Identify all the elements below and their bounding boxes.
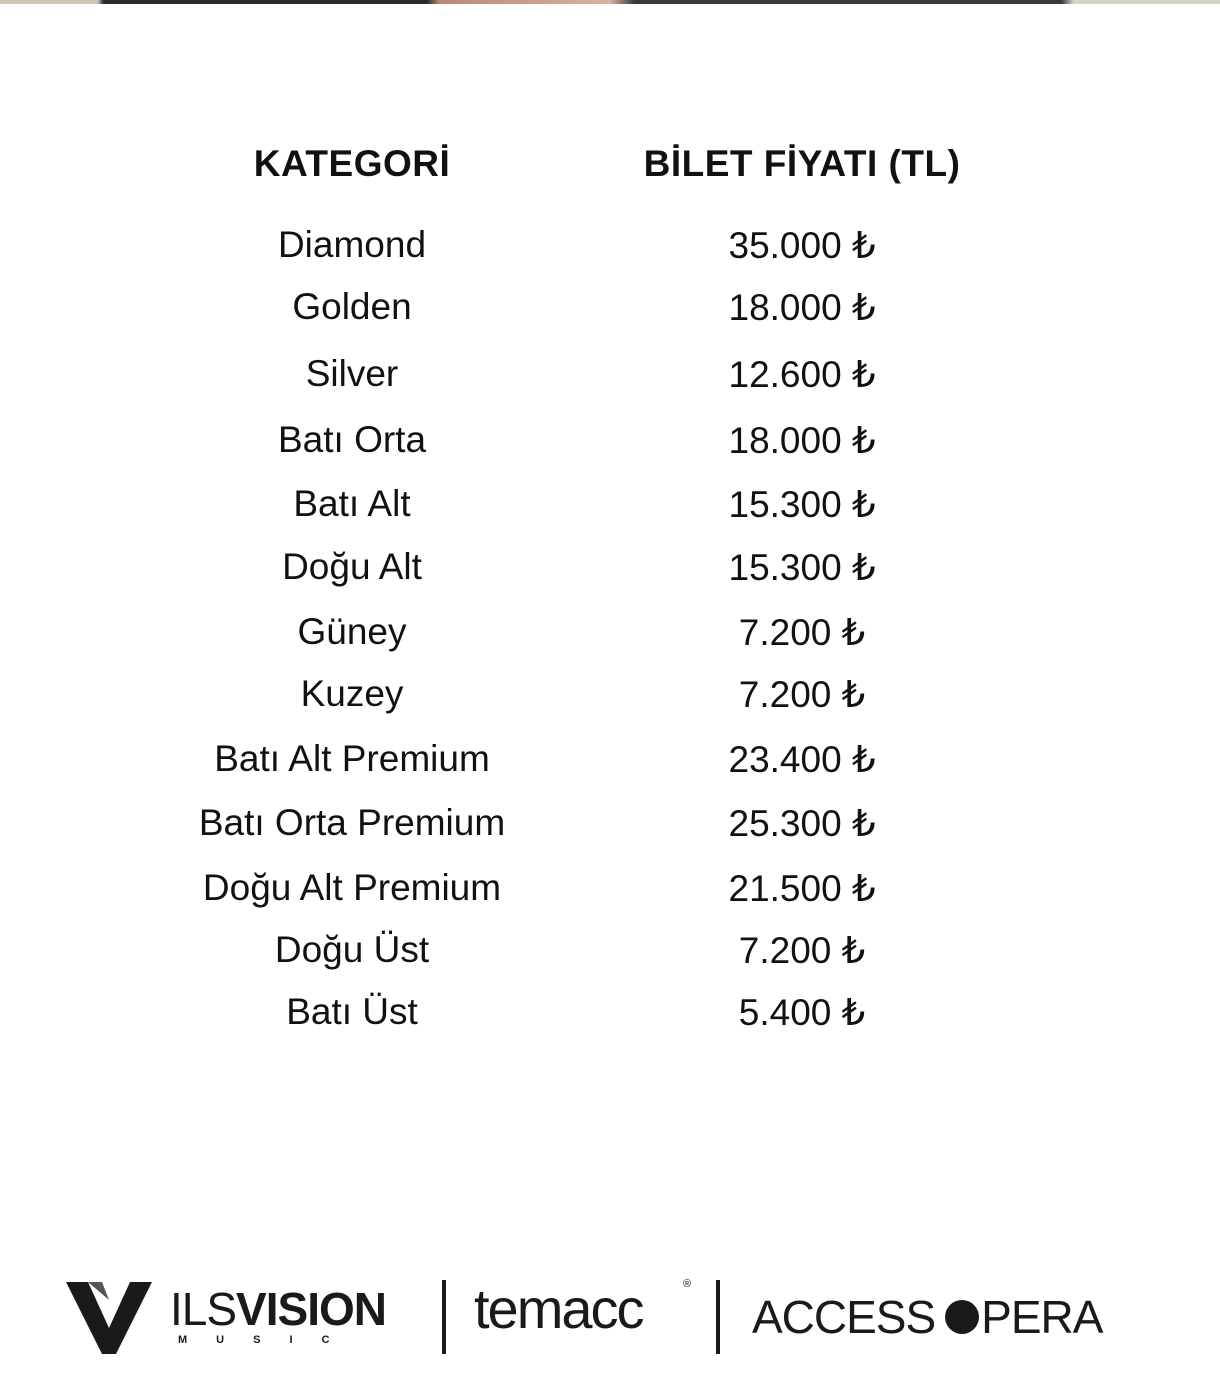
table-row bbox=[0, 929, 1220, 973]
row-category: Batı Orta Premium bbox=[198, 802, 506, 843]
access-text: ACCESS bbox=[752, 1291, 936, 1343]
row-price: 18.000 ₺ bbox=[728, 420, 876, 461]
row-category: Doğu Alt Premium bbox=[202, 867, 502, 908]
table-row bbox=[0, 867, 1220, 911]
table-row bbox=[0, 286, 1220, 330]
row-price: 18.000 ₺ bbox=[728, 287, 876, 328]
table-row bbox=[0, 483, 1220, 527]
table-row bbox=[0, 419, 1220, 463]
table-row bbox=[0, 353, 1220, 397]
opera-dot-icon bbox=[945, 1300, 979, 1334]
row-category: Doğu Üst bbox=[274, 929, 430, 970]
footer-divider bbox=[442, 1280, 446, 1354]
ils-text-light: ILS bbox=[170, 1283, 237, 1335]
row-category: Silver bbox=[305, 353, 399, 394]
ilsvision-logo-text bbox=[170, 1282, 386, 1336]
table-row bbox=[0, 224, 1220, 268]
row-price: 35.000 ₺ bbox=[728, 225, 876, 266]
row-category: Batı Alt Premium bbox=[214, 738, 490, 779]
row-price: 5.400 ₺ bbox=[738, 992, 866, 1033]
row-price: 7.200 ₺ bbox=[738, 674, 866, 715]
row-price: 15.300 ₺ bbox=[728, 547, 876, 588]
table-row bbox=[0, 546, 1220, 590]
ilsvision-v-logo-icon bbox=[66, 1278, 152, 1354]
row-category: Batı Üst bbox=[286, 991, 418, 1032]
row-category: Kuzey bbox=[300, 673, 404, 714]
opera-text: PERA bbox=[981, 1291, 1103, 1343]
table-row bbox=[0, 611, 1220, 655]
table-row bbox=[0, 802, 1220, 846]
row-price: 21.500 ₺ bbox=[728, 868, 876, 909]
sponsor-footer bbox=[0, 1268, 1220, 1364]
row-category: Batı Orta bbox=[277, 419, 427, 460]
row-price: 15.300 ₺ bbox=[728, 484, 876, 525]
table-row bbox=[0, 991, 1220, 1035]
header-price: BİLET FİYATI (TL) bbox=[643, 143, 961, 184]
row-category: Doğu Alt bbox=[282, 546, 422, 587]
row-price: 12.600 ₺ bbox=[728, 354, 876, 395]
row-price: 25.300 ₺ bbox=[728, 803, 876, 844]
table-row bbox=[0, 738, 1220, 782]
table-header bbox=[0, 143, 1220, 187]
row-category: Batı Alt bbox=[293, 483, 411, 524]
row-category: Golden bbox=[292, 286, 412, 327]
top-image-strip bbox=[0, 0, 1220, 4]
row-price: 23.400 ₺ bbox=[728, 739, 876, 780]
ils-text-bold: VISION bbox=[236, 1283, 386, 1335]
row-price: 7.200 ₺ bbox=[738, 930, 866, 971]
temacc-logo-text: temacc bbox=[474, 1277, 643, 1340]
access-opera-logo bbox=[752, 1290, 1102, 1344]
row-category: Diamond bbox=[277, 224, 427, 265]
temacc-registered-mark: ® bbox=[683, 1278, 692, 1290]
row-category: Güney bbox=[297, 611, 407, 652]
ilsvision-music-subtext: MUSIC bbox=[178, 1334, 359, 1346]
table-row bbox=[0, 673, 1220, 717]
header-category: KATEGORİ bbox=[253, 143, 451, 184]
row-price: 7.200 ₺ bbox=[738, 612, 866, 653]
footer-divider bbox=[716, 1280, 720, 1354]
